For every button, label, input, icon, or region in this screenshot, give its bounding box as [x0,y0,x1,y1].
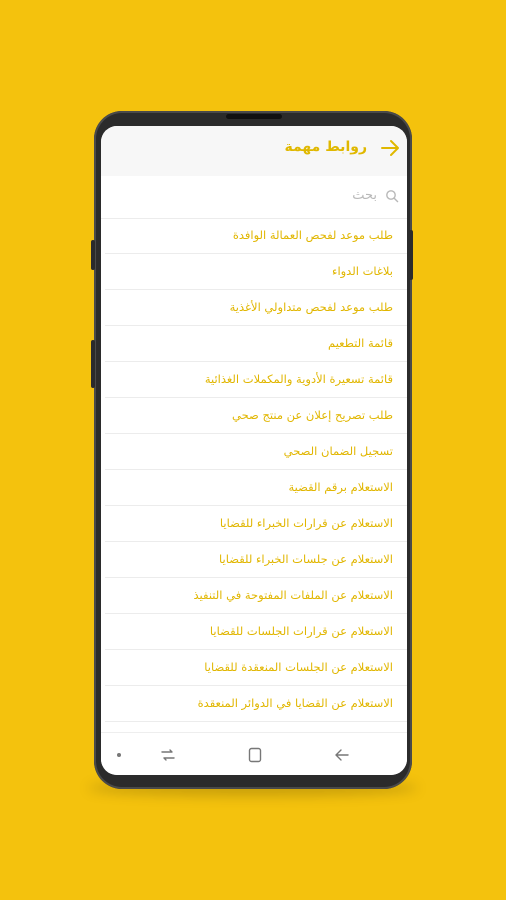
list-item[interactable] [105,506,407,542]
arrow-right-icon[interactable] [379,137,401,159]
list-item[interactable] [105,254,407,290]
list-item-label: الاستعلام عن قرارات الجلسات للقضايا [209,624,393,638]
list-item-label: الاستعلام عن الجلسات المنعقدة للقضايا [204,660,393,674]
list-item-label: قائمة تسعيرة الأدوية والمكملات الغذائية [204,372,393,386]
back-icon[interactable] [333,746,351,764]
list-item-label: الاستعلام عن القضايا في الدوائر المنعقدة [197,696,393,710]
list-item[interactable] [105,290,407,326]
search-input[interactable]: بحث [352,188,377,203]
list-item-label: قائمة التطعيم [328,336,393,350]
list-item[interactable] [105,362,407,398]
search-icon [385,189,399,203]
list-item-label: طلب موعد لفحص العمالة الوافدة [232,228,393,242]
list-item[interactable] [105,326,407,362]
list-item[interactable] [105,434,407,470]
page-title: روابط مهمة [284,139,367,155]
list-item[interactable] [105,686,407,722]
list-item[interactable] [105,398,407,434]
app-bar [101,126,407,176]
home-icon[interactable] [246,746,264,764]
phone-earpiece [226,114,282,119]
list-item-label: الاستعلام برقم القضية [288,480,393,494]
search-bar[interactable] [101,176,407,219]
list-item[interactable] [105,218,407,254]
list-item-label: بلاغات الدواء [332,264,393,278]
app-screen [101,126,407,775]
list-item-label: طلب موعد لفحص متداولي الأغذية [229,300,393,314]
list-item-label: الاستعلام عن قرارات الخبراء للقضايا [219,516,393,530]
recent-apps-icon[interactable] [159,746,177,764]
list-item[interactable] [105,470,407,506]
nav-dot-icon [117,753,121,757]
phone-side-button [91,240,95,270]
list-item-label: الاستعلام عن جلسات الخبراء للقضايا [219,552,393,566]
list-item[interactable] [105,614,407,650]
list-item[interactable] [105,650,407,686]
list-item-label: الاستعلام عن الملفات المفتوحة في التنفيذ [193,588,393,602]
list-item-label: تسجيل الضمان الصحي [283,444,393,458]
phone-side-button [91,340,95,388]
list-item[interactable] [105,578,407,614]
list-item-label: طلب تصريح إعلان عن منتج صحي [232,408,393,422]
system-nav-bar [101,732,407,775]
links-list [101,218,407,722]
list-item[interactable] [105,542,407,578]
phone-power-button [409,230,413,280]
